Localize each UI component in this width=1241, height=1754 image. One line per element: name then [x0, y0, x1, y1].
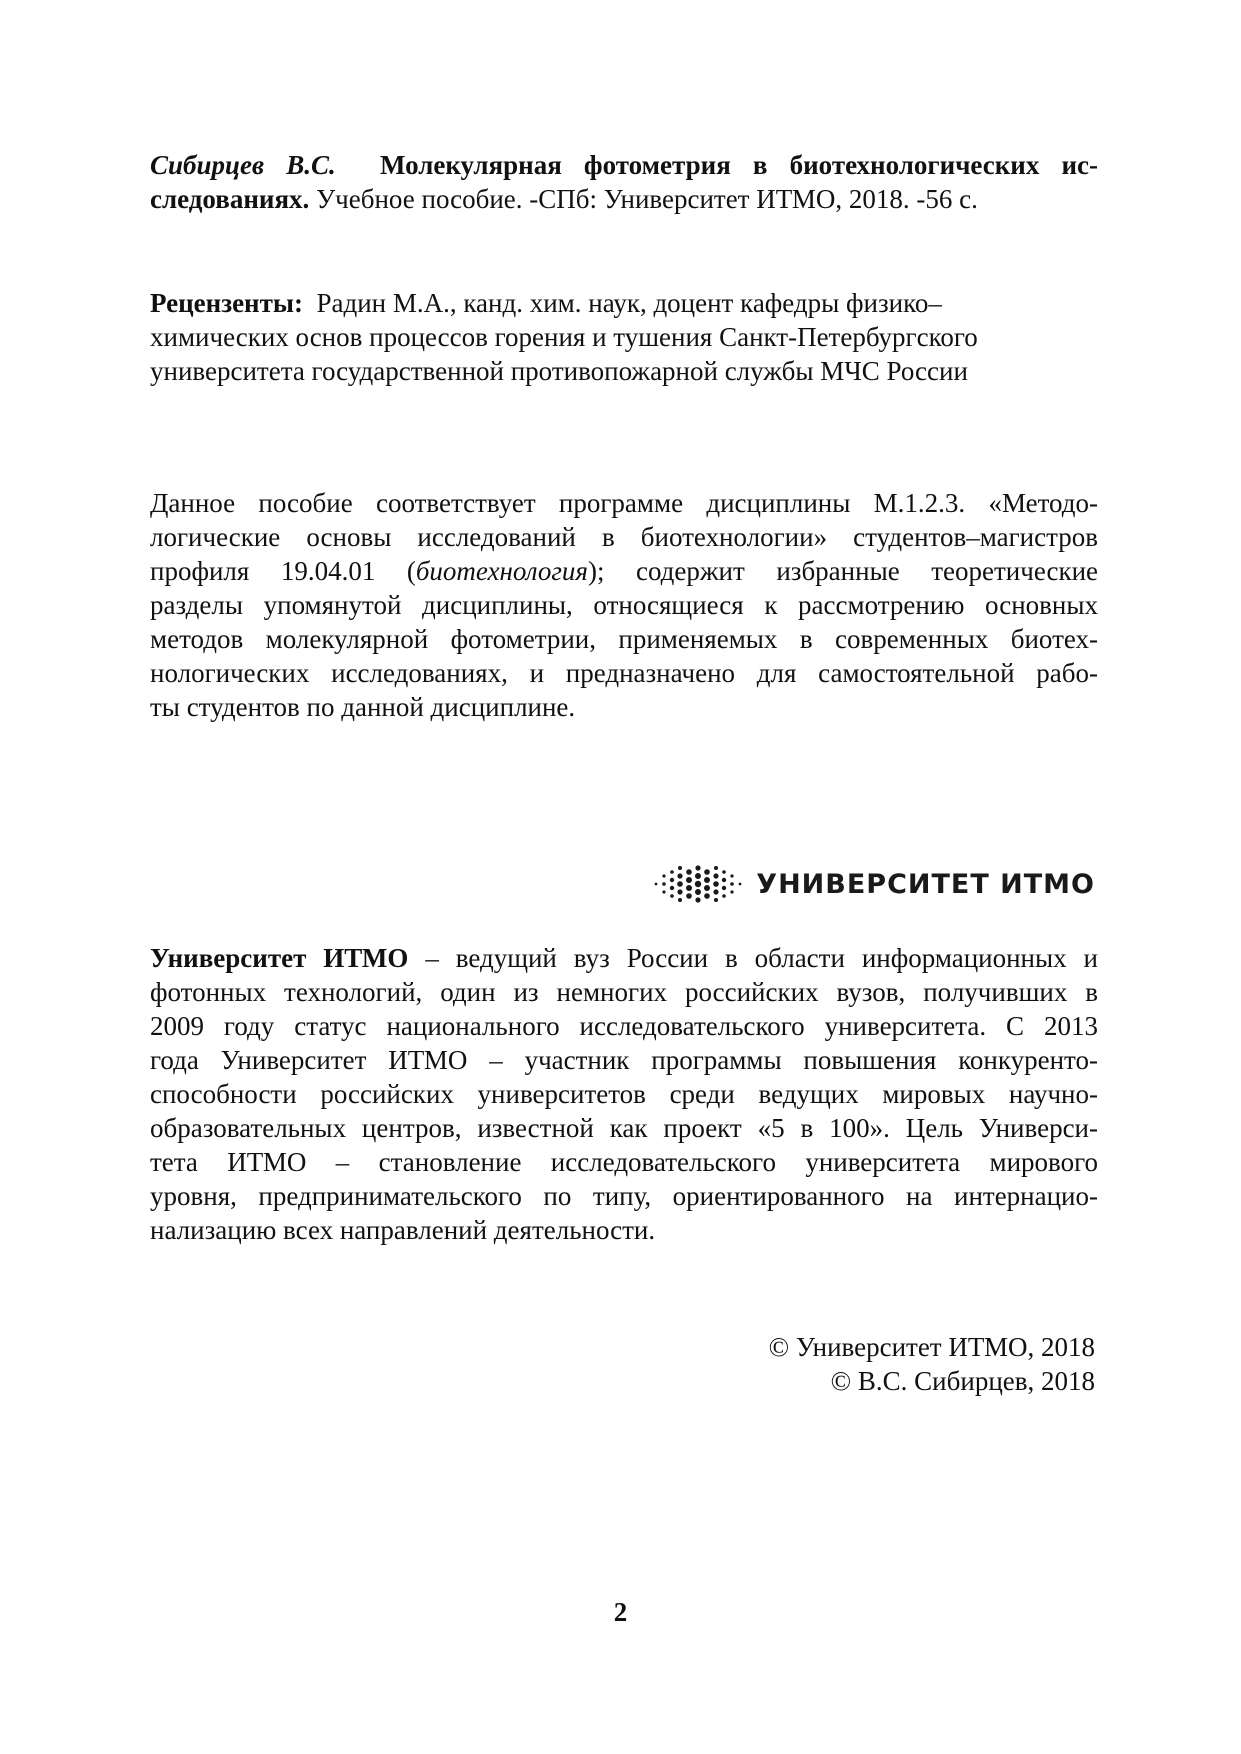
- itmo-description: [150, 941, 1098, 1247]
- annotation-line-3c: ); содержит избранные теоретические: [587, 556, 1099, 586]
- itmo-logo: [652, 862, 1095, 906]
- itmo-line-9: нализацию всех направлений деятельности.: [150, 1215, 656, 1245]
- book-title-part1: Молекулярная фотометрия в биотехнологических ис-: [379, 150, 1098, 180]
- itmo-line-1: [150, 941, 1098, 975]
- annotation-line-7: ты студентов по данной дисциплине.: [150, 692, 576, 722]
- itmo-line-8: уровня, предпринимательского по типу, ориентированного на интернацио-: [150, 1181, 1098, 1211]
- itmo-line-6: образовательных центров, известной как проект «5 в 100». Цель Универси-: [150, 1113, 1098, 1143]
- annotation-line-3a: профиля 19.04.01 (: [150, 556, 416, 586]
- author-name: Сибирцев В.С.: [150, 150, 336, 180]
- itmo-name: Университет ИТМО: [150, 943, 409, 973]
- itmo-dots-icon: [652, 862, 744, 906]
- annotation-line-2: логические основы исследований в биотехнологии» студентов–магистров: [150, 522, 1098, 552]
- reviewers-line-2: химических основ процессов горения и тушения Санкт-Петербургского: [150, 322, 978, 352]
- itmo-line-5: способности российских университетов среди ведущих мировых научно-: [150, 1079, 1098, 1109]
- annotation-italic-term: биотехнология: [415, 556, 588, 586]
- annotation-line-6: нологических исследованиях, и предназначено для самостоятельной рабо-: [150, 658, 1098, 688]
- annotation-paragraph: [150, 486, 1098, 724]
- reviewers-line-3: университета государственной противопожарной службы МЧС России: [150, 356, 968, 386]
- copyright-university: © Университет ИТМО, 2018: [768, 1332, 1095, 1362]
- logo-text: УНИВЕРСИТЕТ ИТМО: [756, 868, 1095, 900]
- biblio-line-2: [150, 182, 1098, 216]
- annotation-line-4: разделы упомянутой дисциплины, относящиеся к рассмотрению основных: [150, 590, 1098, 620]
- annotation-line-3: [150, 554, 1098, 588]
- itmo-line-4: года Университет ИТМО – участник программы повышения конкуренто-: [150, 1045, 1098, 1075]
- annotation-line-5: методов молекулярной фотометрии, применяемых в современных биотех-: [150, 624, 1098, 654]
- book-title-part2: следованиях.: [150, 184, 310, 214]
- copyright-block: [769, 1330, 1095, 1398]
- itmo-line-3: 2009 году статус национального исследовательского университета. С 2013: [150, 1011, 1098, 1041]
- annotation-line-1: Данное пособие соответствует программе дисциплины М.1.2.3. «Методо-: [150, 488, 1098, 518]
- publication-details: Учебное пособие. -СПб: Университет ИТМО, 2018. -56 с.: [309, 184, 978, 214]
- reviewer-text-1: Радин М.А., канд. хим. наук, доцент кафедры физико–: [316, 288, 942, 318]
- biblio-line-1: [150, 148, 1098, 182]
- itmo-line-1-rest: – ведущий вуз России в области информационных и: [408, 943, 1099, 973]
- page-number: 2: [613, 1597, 628, 1627]
- copyright-author: © В.С. Сибирцев, 2018: [830, 1366, 1095, 1396]
- itmo-line-2: фотонных технологий, один из немногих российских вузов, получивших в: [150, 977, 1098, 1007]
- reviewers-line-1: [150, 286, 1098, 320]
- reviewers-label: Рецензенты:: [150, 288, 303, 318]
- reviewers-section: [150, 286, 1098, 388]
- bibliographic-record: [150, 148, 1098, 216]
- itmo-line-7: тета ИТМО – становление исследовательского университета мирового: [150, 1147, 1098, 1177]
